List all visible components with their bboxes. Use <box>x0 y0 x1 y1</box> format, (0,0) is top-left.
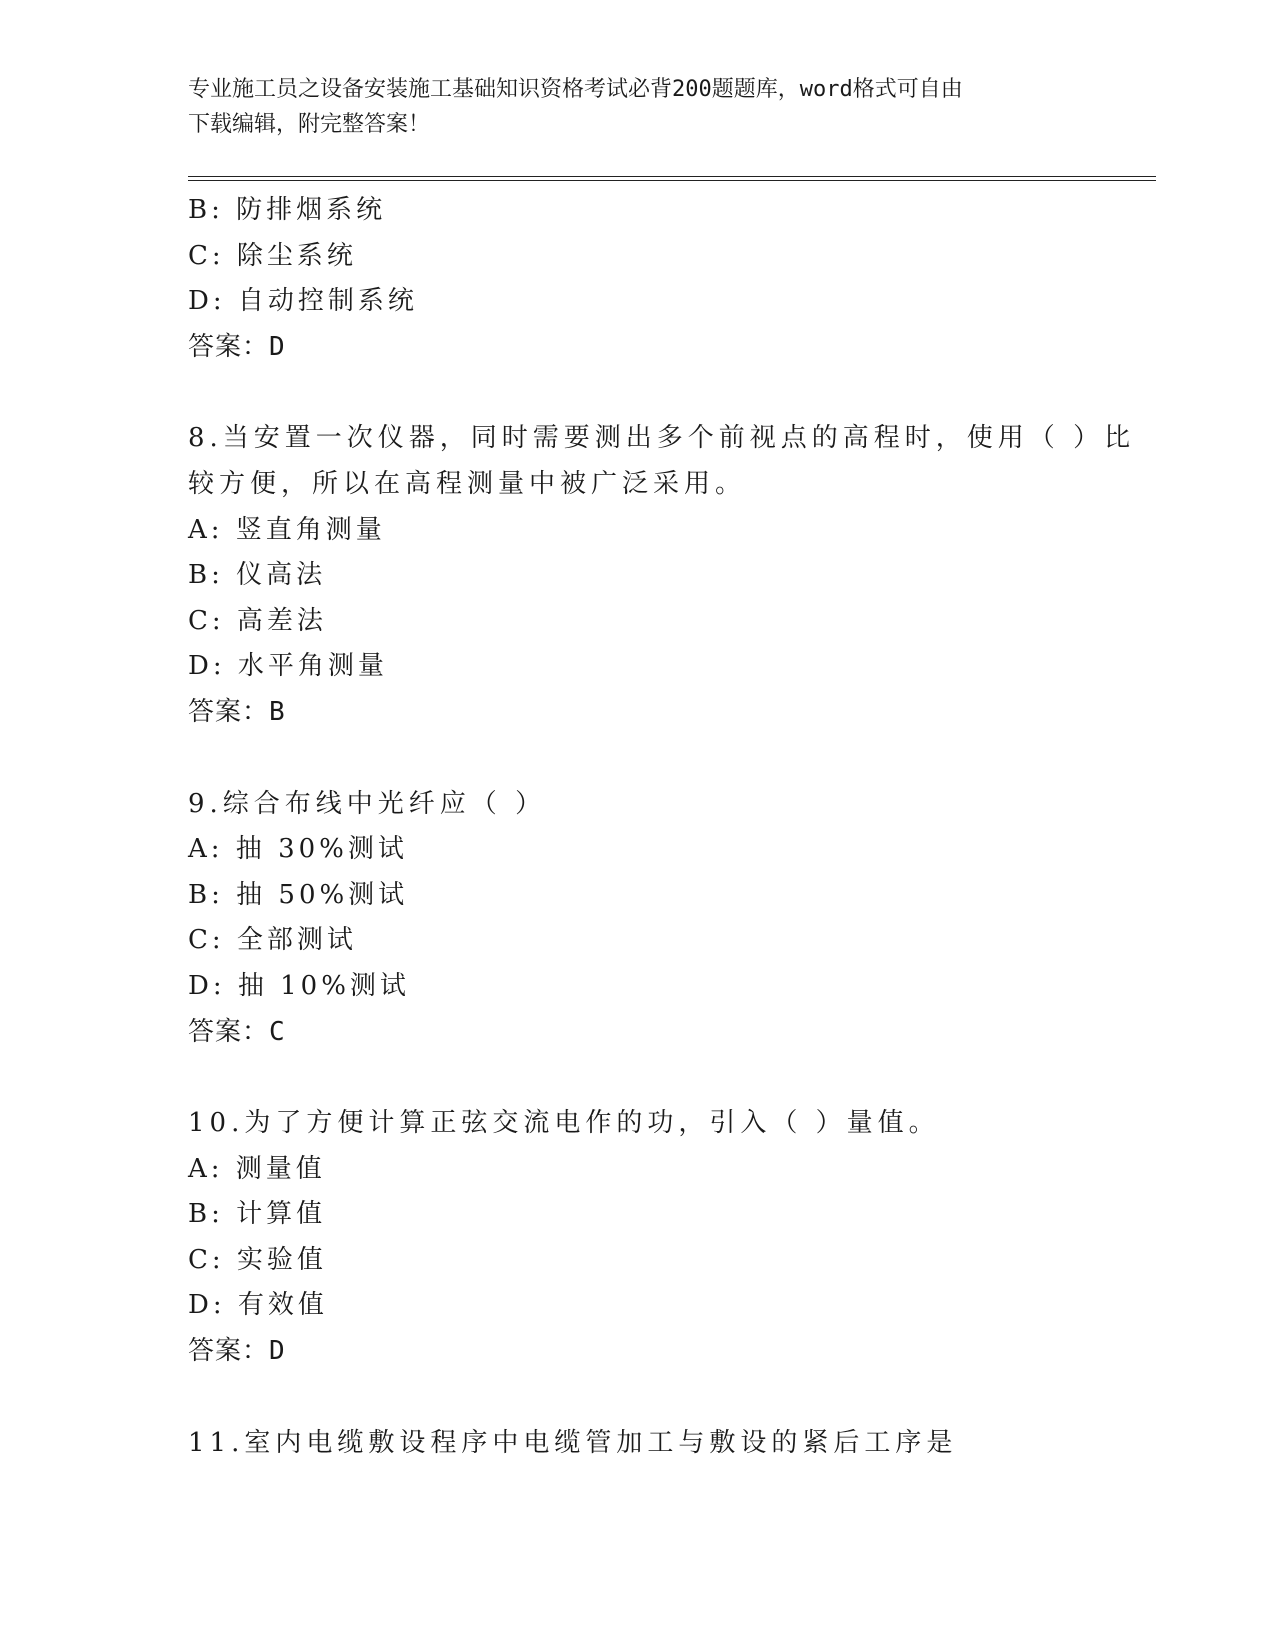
option-line: C: 除尘系统 <box>188 240 357 271</box>
question-text: 9.综合布线中光纤应（ ） <box>188 788 547 819</box>
header-line: 下载编辑，附完整答案！ <box>188 112 431 137</box>
question-block <box>188 416 1136 735</box>
header-line: 专业施工员之设备安装施工基础知识资格考试必背200题题库，word格式可自由 <box>188 77 963 102</box>
option-line: B: 抽 50%测试 <box>188 879 409 910</box>
option-line: D: 水平角测量 <box>188 651 388 682</box>
document-header <box>188 72 1088 142</box>
option-line: C: 全部测试 <box>188 925 357 956</box>
question-block <box>188 1101 1088 1375</box>
answer-line: 答案：D <box>188 331 286 362</box>
question-list <box>188 188 1136 1466</box>
option-line: B: 仪高法 <box>188 560 327 591</box>
option-line: D: 抽 10%测试 <box>188 970 410 1001</box>
option-line: A: 竖直角测量 <box>188 514 386 545</box>
option-line: C: 实验值 <box>188 1244 327 1275</box>
header-divider <box>188 176 1156 177</box>
question-block <box>188 188 1088 370</box>
question-text: 10.为了方便计算正弦交流电作的功，引入（ ）量值。 <box>188 1108 940 1139</box>
option-line: B: 防排烟系统 <box>188 195 387 225</box>
header-divider <box>188 180 1156 181</box>
question-block <box>188 1421 1088 1467</box>
question-text: 11.室内电缆敷设程序中电缆管加工与敷设的紧后工序是 <box>188 1427 958 1458</box>
option-line: A: 抽 30%测试 <box>188 834 408 865</box>
answer-line: 答案：B <box>188 696 286 727</box>
option-line: C: 高差法 <box>188 605 327 636</box>
option-line: A: 测量值 <box>188 1153 326 1184</box>
option-line: D: 有效值 <box>188 1290 328 1321</box>
option-line: B: 计算值 <box>188 1199 327 1230</box>
question-block <box>188 782 1088 1056</box>
question-text: 较方便，所以在高程测量中被广泛采用。 <box>188 468 747 499</box>
answer-line: 答案：D <box>188 1336 286 1367</box>
answer-line: 答案：C <box>188 1016 286 1047</box>
option-line: D: 自动控制系统 <box>188 286 418 317</box>
question-text: 8.当安置一次仪器，同时需要测出多个前视点的高程时，使用（ ）比 <box>188 423 1136 454</box>
